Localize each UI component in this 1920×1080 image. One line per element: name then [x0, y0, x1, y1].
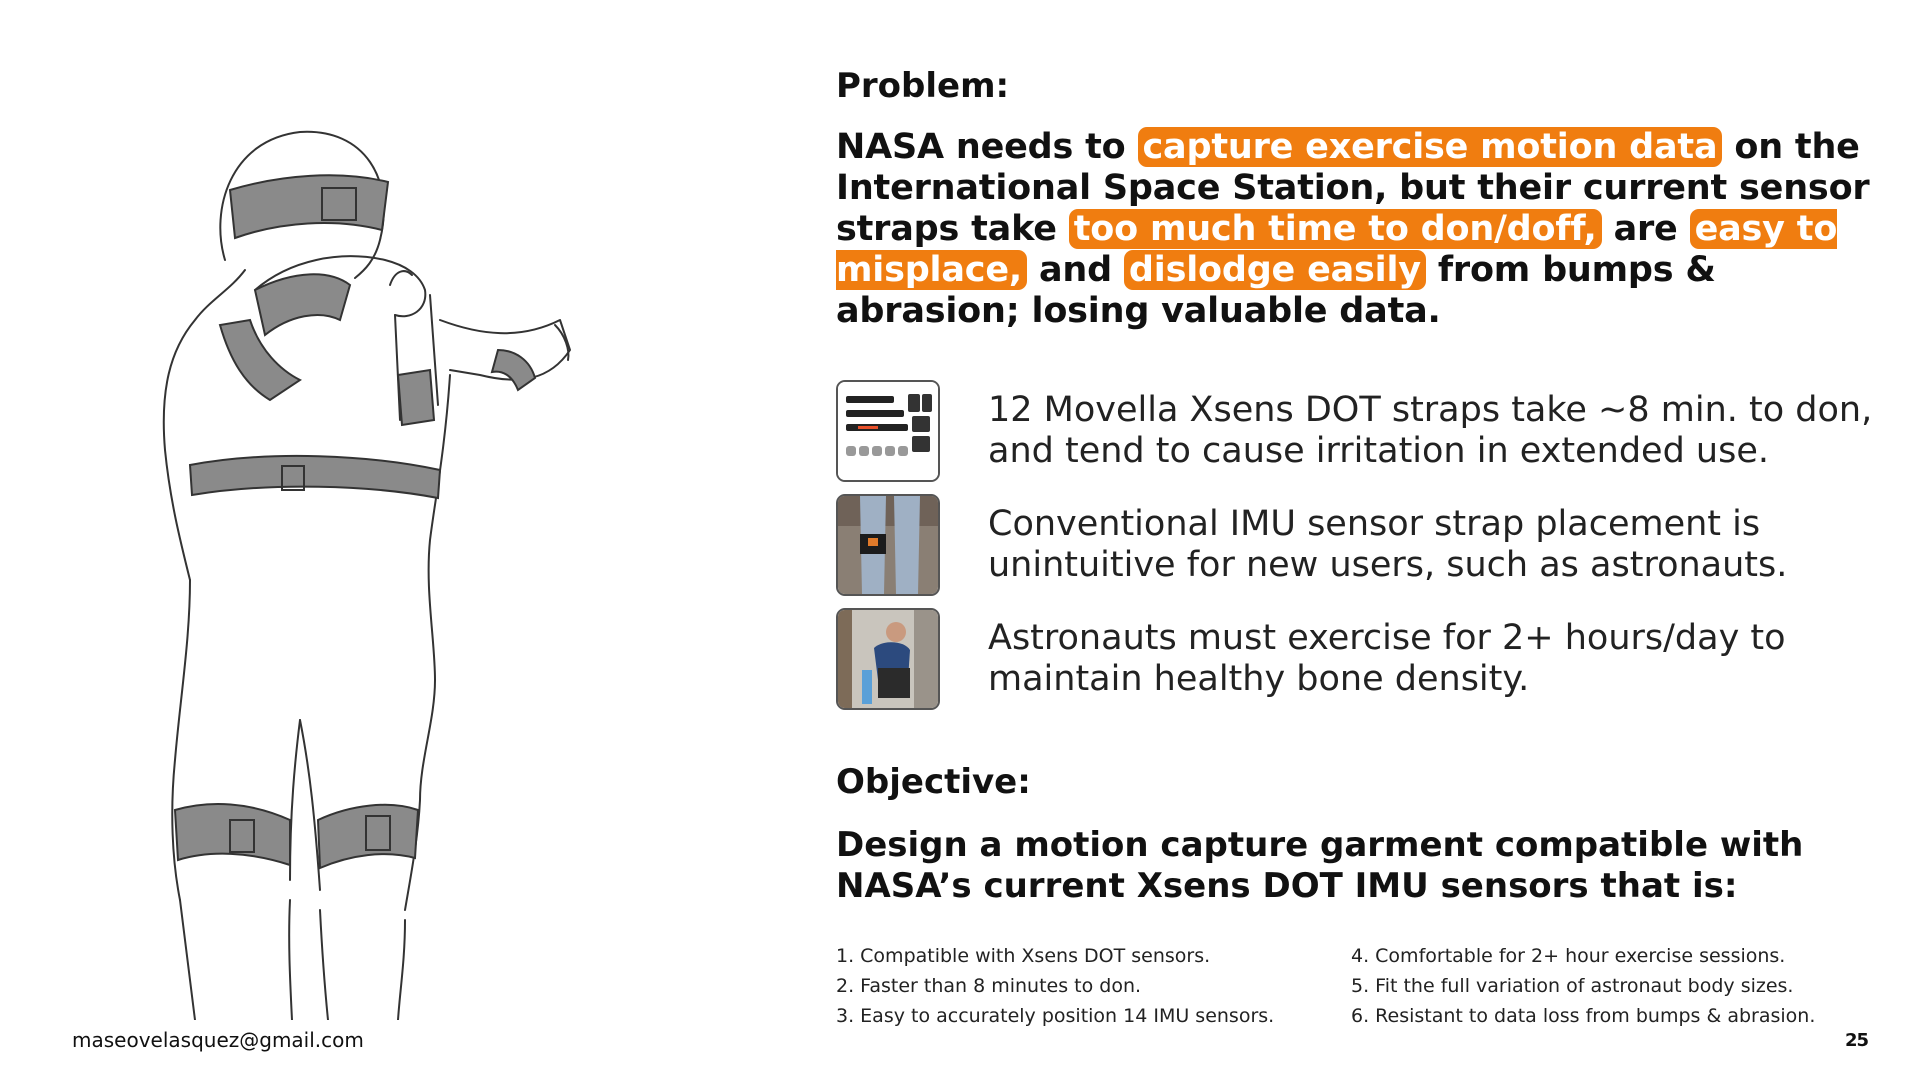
requirement-item: 5. Fit the full variation of astronaut body sizes.: [1351, 974, 1794, 997]
point-text: Astronauts must exercise for 2+ hours/day to maintain healthy bone density.: [988, 617, 1786, 699]
problem-segment: from bumps & abrasion; losing valuable data.: [836, 249, 1716, 331]
requirement-item: 4. Comfortable for 2+ hour exercise sessions.: [1351, 944, 1786, 967]
requirement-item: 3. Easy to accurately position 14 IMU sensors.: [836, 1004, 1275, 1027]
point-item: [836, 380, 1876, 482]
point-item: [836, 608, 1876, 710]
problem-segment: and: [1026, 249, 1124, 290]
problem-points: [836, 380, 1876, 710]
requirement-item: 2. Faster than 8 minutes to don.: [836, 974, 1142, 997]
objective-statement: Design a motion capture garment compatible with NASA’s current Xsens DOT IMU sensors that is:: [836, 824, 1804, 906]
requirements-list: [836, 941, 1876, 1031]
sensor-straps-photo: [836, 380, 940, 482]
main-content: [836, 60, 1876, 1031]
problem-segment: on the International Space Station, but their current sensor straps take: [836, 126, 1870, 249]
knee-strap-photo: [836, 494, 940, 596]
problem-highlight: capture exercise motion data: [1138, 127, 1723, 167]
problem-segment: are: [1601, 208, 1690, 249]
point-item: [836, 494, 1876, 596]
problem-heading: Problem:: [836, 66, 1010, 106]
footer-email: maseovelasquez@gmail.com: [72, 1028, 364, 1052]
problem-segment: NASA needs to: [836, 126, 1138, 167]
garment-sketch: [150, 120, 630, 1020]
problem-highlight: dislodge easily: [1124, 250, 1426, 290]
problem-statement: [836, 127, 1876, 332]
problem-highlight: easy to misplace,: [836, 208, 1838, 290]
point-text: 12 Movella Xsens DOT straps take ~8 min. to don, and tend to cause irritation in extended use.: [988, 389, 1873, 471]
astronaut-image: [838, 610, 938, 708]
knee-strap-image: [838, 496, 938, 594]
page-number: 25: [1844, 1030, 1868, 1051]
point-text: Conventional IMU sensor strap placement is unintuitive for new users, such as astronauts.: [988, 503, 1788, 585]
astronaut-exercise-photo: [836, 608, 940, 710]
objective-heading: Objective:: [836, 761, 1031, 802]
requirement-item: 1. Compatible with Xsens DOT sensors.: [836, 944, 1211, 967]
requirement-item: 6. Resistant to data loss from bumps & abrasion.: [1351, 1004, 1816, 1027]
sensor-straps-image: [838, 382, 938, 480]
problem-highlight: too much time to don/doff,: [1069, 209, 1602, 249]
